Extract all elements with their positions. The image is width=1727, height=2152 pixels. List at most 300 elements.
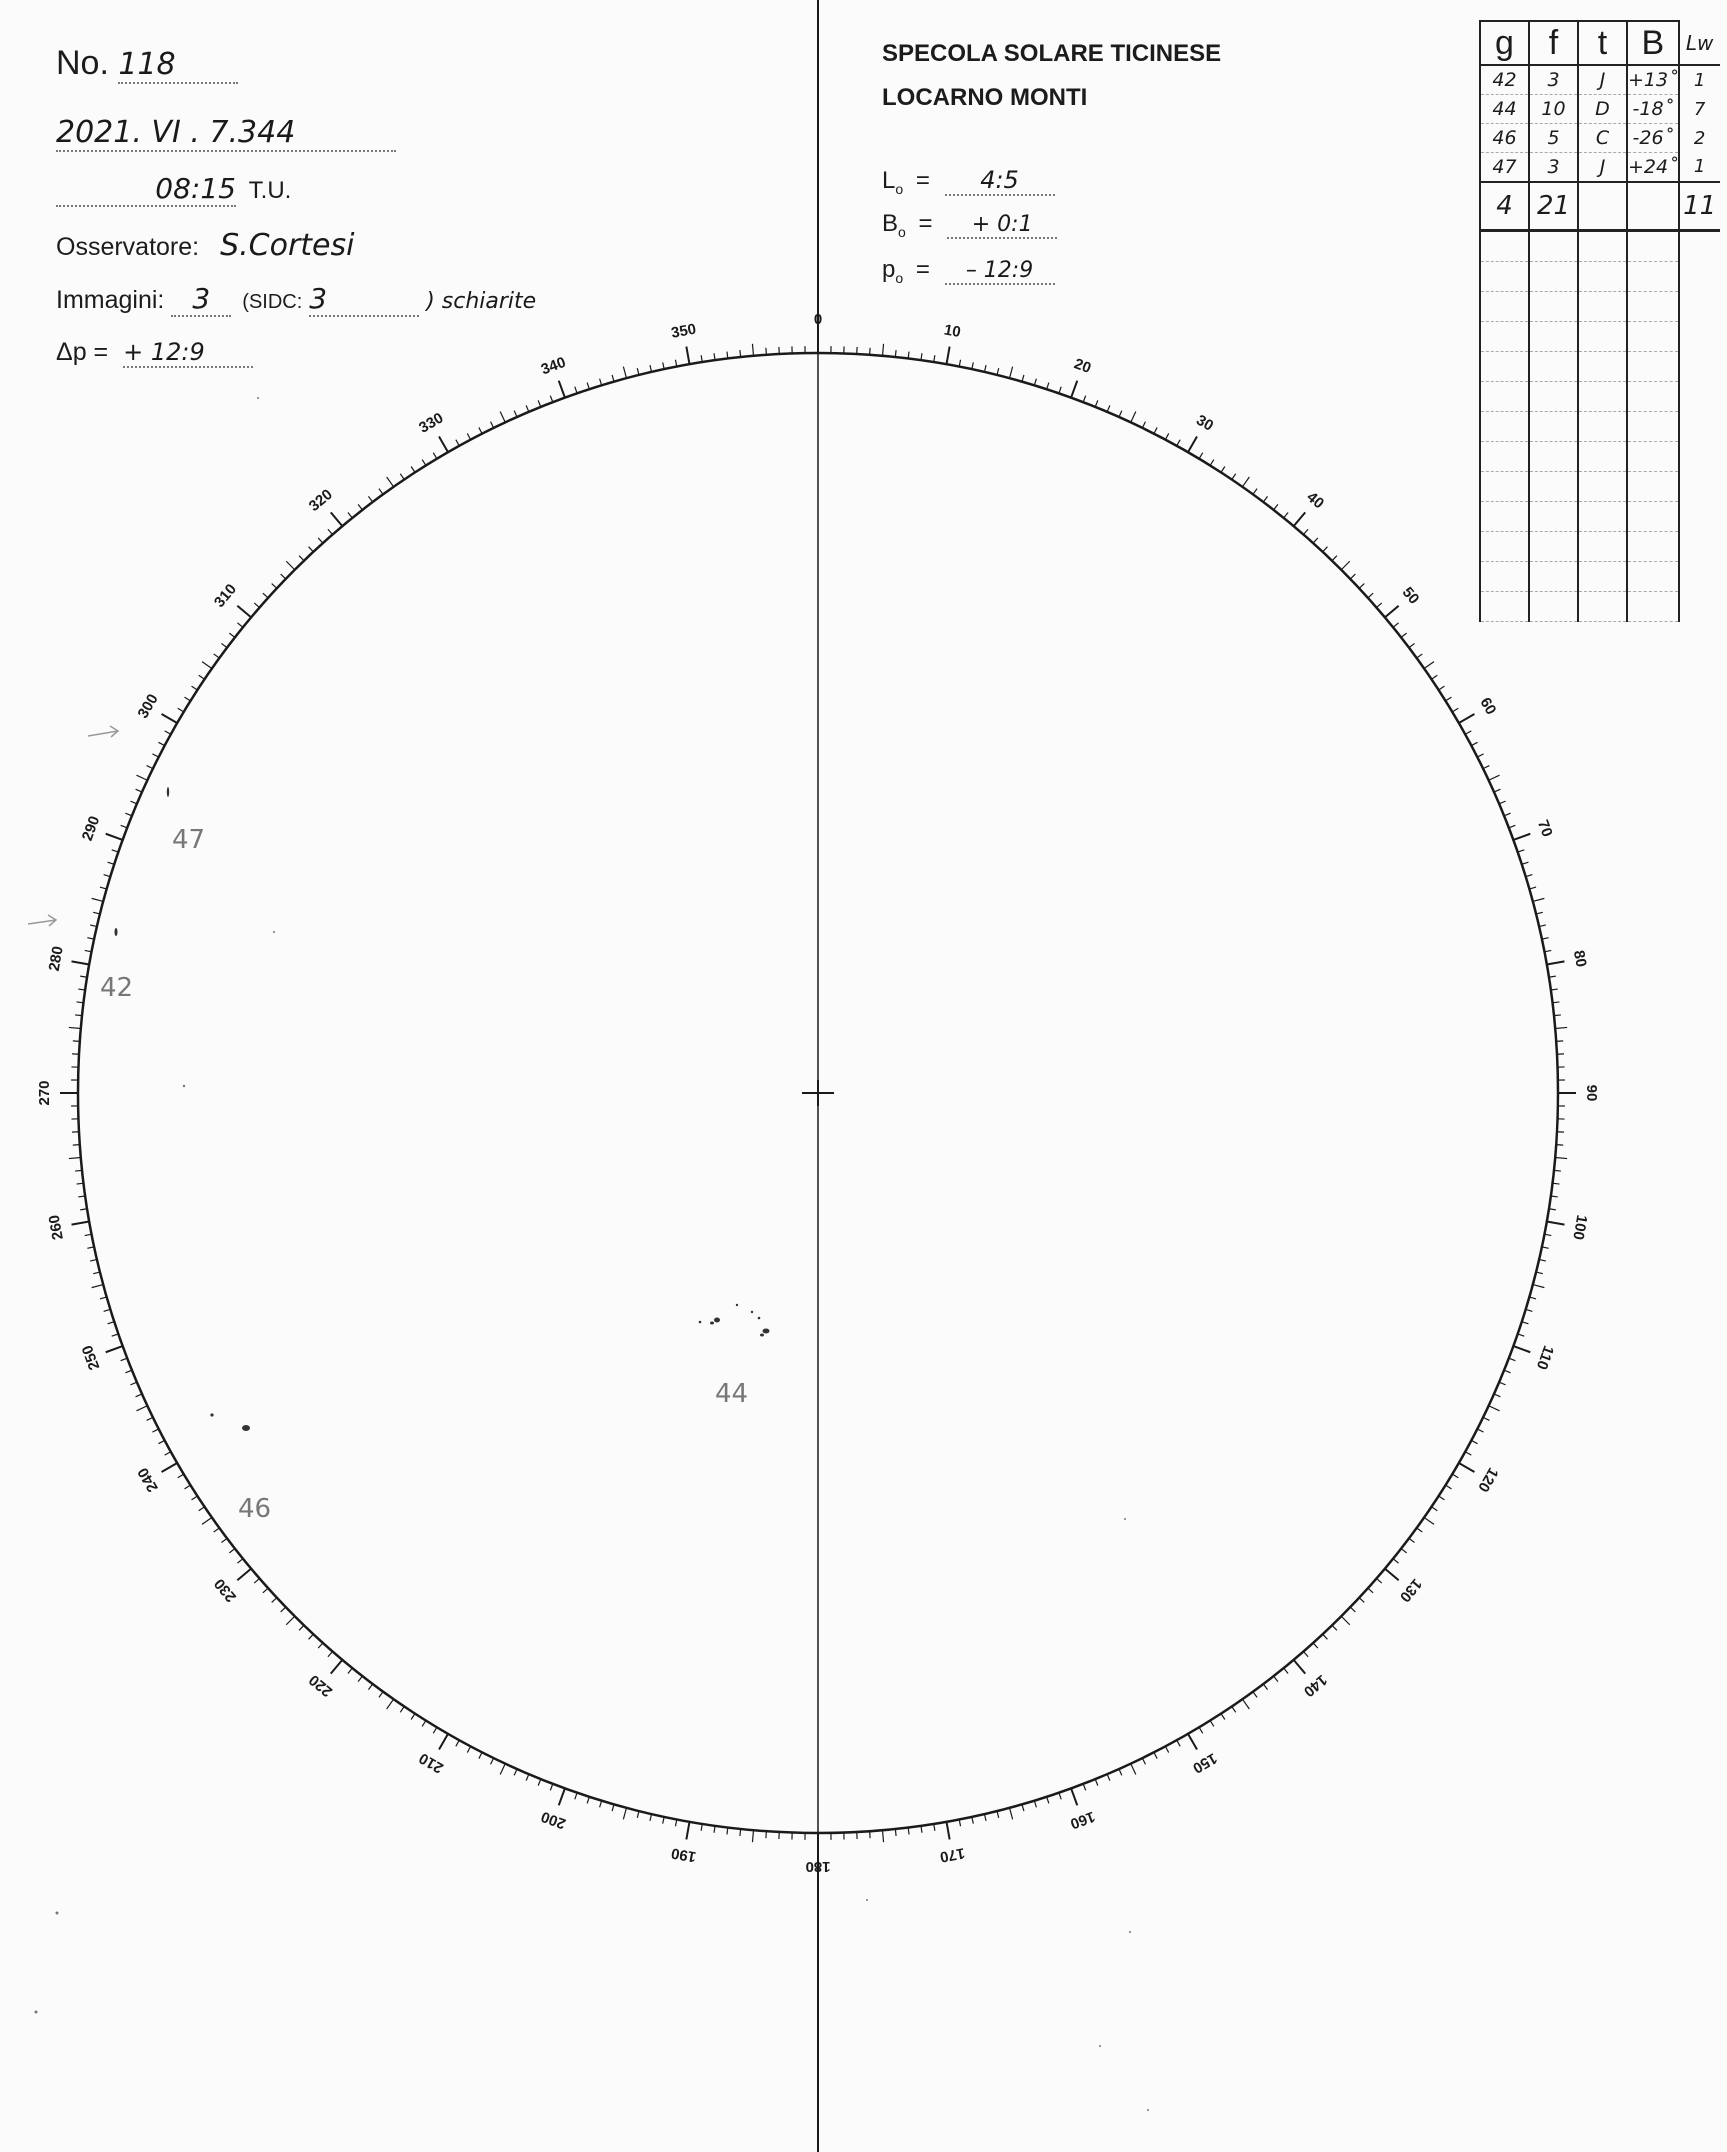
delta-p-value: + 12:9 [123,338,253,368]
degree-tick [526,405,529,411]
empty-cell [1627,532,1679,562]
degree-tick [1071,381,1077,398]
degree-tick [727,352,728,359]
empty-row [1480,562,1720,592]
L0-sub: o [895,180,904,197]
empty-cell [1578,322,1627,352]
degree-label: 30 [1193,411,1217,435]
degree-tick [1439,1496,1445,1500]
L0-label: L [882,167,896,194]
degree-tick [1303,529,1308,534]
table-cell: 1 [1693,69,1706,91]
degree-tick [1431,1507,1437,1511]
table-cell: 42 [1480,65,1529,95]
degree-tick [411,467,415,473]
degree-tick [1119,1769,1122,1775]
degree-tick [136,1406,147,1411]
degree-tick [108,862,115,864]
degree-label: 320 [305,485,336,515]
degree-tick [575,387,577,394]
degree-tick [984,365,986,372]
degree-tick [1385,1569,1399,1581]
empty-cell [1529,322,1578,352]
table-cell: 1 [1693,156,1706,178]
empty-cell [1679,562,1720,592]
degree-tick [214,1528,220,1532]
degree-tick [1409,1538,1415,1542]
degree-label: 310 [210,580,240,611]
degree-tick [433,453,437,459]
degree-tick [1539,1259,1546,1261]
empty-cell [1480,562,1529,592]
B0-value: + 0:1 [947,212,1057,239]
degree-tick [75,1015,82,1016]
degree-tick [1332,1625,1337,1630]
degree-tick [1393,623,1398,627]
degree-tick [130,801,136,804]
totals-row [1480,182,1720,231]
degree-tick [1536,912,1543,914]
degree-tick [1459,1463,1475,1472]
degree-tick [1401,633,1407,637]
degree-tick [456,440,459,446]
degree-tick [199,675,205,679]
degree-tick [433,1727,437,1733]
degree-tick [221,643,227,647]
empty-cell [1480,322,1529,352]
sidc-label: (SIDC: [242,291,303,313]
degree-label: 230 [210,1575,240,1606]
degree-tick [1274,1676,1278,1682]
degree-label: 180 [805,1858,831,1876]
degree-tick [1376,1578,1381,1583]
degree-tick [318,1643,323,1648]
degree-tick [106,834,123,840]
degree-tick [221,1538,227,1542]
degree-tick [500,411,505,422]
degree-tick [1554,1170,1561,1171]
table-cell: 44 [1480,95,1529,124]
degree-tick [92,898,104,901]
degree-tick [286,1616,294,1624]
degree-tick [368,496,372,502]
degree-tick [75,1170,82,1171]
degree-tick [650,1814,652,1821]
degree-tick [77,1183,84,1184]
table-cell: -26˚ [1627,124,1679,153]
degree-tick [1119,411,1122,417]
degree-tick [550,396,553,403]
degree-tick [1465,1452,1471,1455]
degree-label: 10 [942,321,963,342]
degree-tick [237,1569,251,1581]
degree-tick [740,350,741,357]
degree-tick [1142,422,1145,428]
observer-value: S.Cortesi [220,228,355,263]
degree-tick [686,347,689,365]
observation-date [56,112,396,152]
empty-cell [1627,472,1679,502]
totals-cell [1627,182,1679,231]
degree-tick [108,1322,115,1324]
degree-tick [1533,1285,1545,1288]
empty-cell [1578,532,1627,562]
degree-tick [72,961,90,964]
degree-tick [1284,1668,1288,1673]
degree-tick [1452,1474,1458,1478]
degree-tick [1083,396,1086,403]
empty-cell [1480,231,1529,262]
degree-tick [1107,1774,1110,1780]
degree-tick [1083,1784,1086,1791]
degree-tick [106,1346,123,1352]
degree-tick [93,1272,100,1274]
col-header-f: f [1529,21,1578,65]
degree-tick [514,411,517,417]
observation-time [56,172,291,207]
empty-row [1480,322,1720,352]
degree-label: 340 [538,353,569,379]
degree-label: 170 [938,1844,967,1866]
sunspot-group-42 [115,928,118,936]
degree-tick [467,433,470,439]
degree-tick [1095,1779,1098,1785]
degree-label: 70 [1534,817,1556,840]
degree-tick [1253,489,1257,495]
sky-condition: ) schiarite [426,289,537,314]
degree-tick [1518,1334,1525,1336]
table-cell: 47 [1480,153,1529,183]
degree-tick [1555,1157,1567,1158]
empty-cell [1627,322,1679,352]
empty-cell [1578,352,1627,382]
degree-tick [1368,1588,1373,1593]
empty-cell [1627,382,1679,412]
degree-tick [1274,504,1278,510]
B0-sub: o [898,223,906,240]
degree-tick [1526,1309,1533,1311]
table-cell: 46 [1480,124,1529,153]
degree-tick [972,1817,973,1824]
degree-tick [125,813,131,816]
degree-label: 110 [1532,1343,1558,1372]
sunspot-group-44 [699,1304,770,1337]
degree-tick [1059,387,1061,394]
col-header-B: B [1627,21,1679,65]
empty-cell [1529,592,1578,622]
degree-tick [69,1157,81,1158]
degree-tick [575,1793,577,1800]
empty-cell [1627,262,1679,292]
degree-tick [1483,766,1489,769]
degree-tick [1010,1808,1013,1820]
table-cell: 7 [1693,98,1706,120]
B0-eq: = [918,210,933,237]
col-header-g: g [1480,21,1529,65]
degree-tick [984,1814,986,1821]
degree-label: 250 [78,1342,104,1373]
degree-tick [1489,775,1500,780]
degree-tick [1242,1699,1249,1709]
degree-tick [491,1758,494,1764]
degree-tick [1446,1485,1452,1489]
empty-cell [1679,502,1720,532]
degree-tick [650,365,652,372]
degree-tick [1263,496,1267,502]
degree-tick [1499,1382,1505,1385]
summary-header-row [1480,21,1720,65]
degree-label: 120 [1474,1464,1502,1495]
degree-tick [1446,697,1452,701]
empty-cell [1480,292,1529,322]
degree-tick [331,512,343,526]
degree-tick [1452,708,1458,712]
degree-tick [600,379,602,386]
degree-tick [1513,1346,1530,1352]
degree-tick [1542,1247,1549,1248]
degree-label: 40 [1303,488,1328,513]
degree-tick [1494,789,1500,792]
empty-cell [1578,292,1627,322]
degree-tick [514,1769,517,1775]
group-label-42: 42 [100,973,134,1003]
sidc-value: 3 [309,282,419,317]
degree-tick [121,825,128,828]
degree-tick [1165,1746,1168,1752]
degree-tick [972,362,973,369]
degree-tick [422,1721,426,1727]
degree-tick [237,1559,242,1563]
degree-tick [1010,367,1013,379]
stray-specks [35,397,1150,2111]
degree-tick [587,1797,589,1804]
degree-tick [158,742,164,745]
degree-tick [281,574,286,579]
degree-tick [112,850,119,852]
group-label-46: 46 [238,1494,272,1524]
degree-tick [1294,512,1306,526]
empty-cell [1679,231,1720,262]
degree-tick [263,593,268,598]
summary-body [1480,65,1720,622]
degree-tick [112,1334,119,1336]
degree-tick [286,561,294,569]
delta-p [56,338,253,368]
degree-tick [663,362,664,369]
degree-label: 190 [669,1844,698,1866]
degree-tick [90,1259,97,1261]
empty-cell [1480,532,1529,562]
degree-tick [1536,1272,1543,1274]
degree-tick [1552,1002,1559,1003]
table-cell: C [1578,124,1627,153]
degree-tick [1504,1370,1510,1373]
degree-tick [663,1817,664,1824]
empty-cell [1627,592,1679,622]
degree-tick [387,477,394,487]
degree-tick [165,731,171,734]
degree-tick [1518,850,1525,852]
degree-tick [1513,834,1530,840]
degree-tick [1059,1793,1061,1800]
degree-tick [1439,686,1445,690]
col-header-t: t [1578,21,1627,65]
institute-location: LOCARNO MONTI [882,84,1088,111]
degree-label: 0 [813,310,823,328]
empty-cell [1480,412,1529,442]
degree-tick [1034,379,1036,386]
degree-tick [1489,1406,1500,1411]
degree-label: 330 [416,409,447,437]
degree-tick [1385,606,1399,618]
degree-tick [1393,1559,1398,1563]
degree-tick [997,1811,999,1818]
p0-label: p [882,256,896,283]
degree-label: 140 [1300,1671,1331,1701]
sunspot-group-46 [210,1413,250,1431]
degree-tick [1034,1801,1036,1808]
degree-label: 20 [1071,355,1094,377]
degree-tick [1542,938,1549,939]
group-summary-table [1479,20,1720,622]
degree-tick [272,584,277,589]
degree-label: 350 [669,320,698,342]
observation-date-value: 2021. VI . 7.344 [56,115,396,152]
group-label-44: 44 [715,1379,749,1409]
degree-tick [1483,1417,1489,1420]
degree-tick [479,427,482,433]
degree-tick [908,352,909,359]
table-row [1480,124,1720,153]
observer-label: Osservatore: [56,233,200,261]
empty-cell [1578,262,1627,292]
degree-tick [1199,453,1203,459]
table-cell: 3 [1529,153,1578,183]
degree-tick [1533,898,1545,901]
degree-tick [1071,1788,1077,1805]
empty-cell [1679,262,1720,292]
degree-tick [254,603,259,608]
table-cell: 5 [1529,124,1578,153]
degree-tick [1522,862,1529,864]
degree-label: 300 [134,691,162,722]
degree-tick [1154,1752,1157,1758]
table-row [1480,153,1720,183]
degree-tick [147,1417,153,1420]
empty-cell [1679,382,1720,412]
degree-tick [1253,1692,1257,1698]
degree-tick [1499,801,1505,804]
degree-tick [411,1714,415,1720]
degree-tick [882,344,883,356]
degree-tick [1401,1549,1407,1553]
empty-cell [1627,502,1679,532]
degree-tick [1199,1727,1203,1733]
empty-cell [1627,442,1679,472]
degree-tick [299,556,304,561]
degree-tick [379,1692,383,1698]
degree-tick [1539,925,1546,927]
degree-tick [1232,1706,1236,1712]
degree-tick [1554,1015,1561,1016]
degree-tick [1552,1183,1559,1184]
degree-tick [623,367,626,379]
degree-tick [229,1549,235,1553]
degree-tick [192,1496,198,1500]
degree-label: 80 [1569,948,1590,969]
degree-tick [263,1588,268,1593]
time-unit-label: T.U. [248,177,292,204]
degree-label: 130 [1396,1575,1426,1606]
empty-cell [1529,562,1578,592]
p0-value: – 12:9 [945,258,1055,285]
empty-cell [1529,292,1578,322]
degree-tick [559,1788,565,1805]
degree-tick [202,662,212,669]
degree-tick [185,1485,191,1489]
degree-tick [895,350,896,357]
degree-tick [882,1830,883,1842]
degree-tick [104,875,111,877]
degree-tick [1509,1358,1516,1361]
degree-tick [637,368,639,375]
drawing-number [56,44,238,84]
totals-cell: 4 [1480,182,1529,231]
degree-tick [1294,1660,1306,1674]
degree-tick [1323,547,1328,552]
degree-tick [1359,584,1364,589]
degree-tick [229,633,235,637]
totals-cell [1578,182,1627,231]
degree-tick [1547,1221,1565,1224]
degree-tick [69,1027,81,1028]
degree-tick [740,1829,741,1836]
degree-label: 100 [1569,1213,1591,1242]
degree-tick [623,1808,626,1820]
table-cell: 3 [1529,65,1578,95]
degree-tick [348,1668,352,1673]
drawing-number-value: 118 [118,47,238,84]
empty-cell [1627,292,1679,322]
degree-label: 270 [35,1080,53,1106]
degree-tick [559,381,565,398]
degree-tick [199,1507,205,1511]
degree-tick [87,1247,94,1248]
degree-tick [331,1660,343,1674]
drawing-number-label: No. [56,44,109,82]
degree-tick [121,1358,128,1361]
table-cell: 10 [1529,95,1578,124]
degree-tick [1431,675,1437,679]
empty-cell [1480,472,1529,502]
degree-tick [1341,1616,1349,1624]
degree-tick [92,1285,104,1288]
degree-tick [1350,1607,1355,1612]
empty-cell [1529,262,1578,292]
degree-tick [946,1822,949,1840]
degree-label: 260 [45,1213,67,1242]
degree-tick [1177,440,1180,446]
empty-cell [1627,412,1679,442]
degree-tick [1131,1764,1136,1775]
degree-tick [202,1517,212,1524]
sunspot-group-47 [167,787,169,797]
degree-tick [1417,654,1423,658]
degree-tick [1154,427,1157,433]
degree-tick [400,1706,404,1712]
empty-cell [1679,592,1720,622]
degree-tick [93,912,100,914]
